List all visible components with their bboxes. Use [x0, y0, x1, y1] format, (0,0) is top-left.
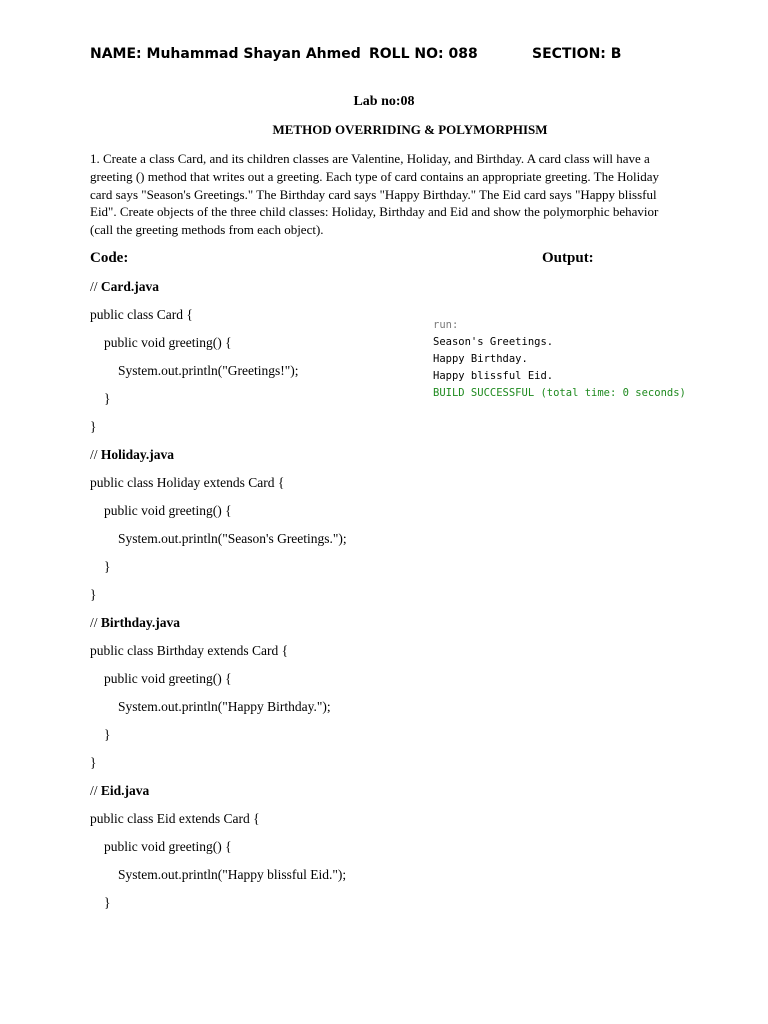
console-line: Happy Birthday.: [433, 353, 528, 365]
code-line: }: [104, 895, 111, 910]
code-line: System.out.println("Greetings!");: [118, 363, 299, 378]
code-line: public class Birthday extends Card {: [90, 643, 289, 658]
console-line-build-status: BUILD SUCCESSFUL (total time: 0 seconds): [433, 387, 686, 399]
file-comment-eid: [90, 783, 149, 799]
lab-number: Lab no:08: [353, 94, 415, 109]
console-line-run: run:: [433, 319, 459, 331]
student-header: [90, 46, 690, 66]
filename-card: Card.java: [100, 279, 160, 294]
filename-birthday: Birthday.java: [100, 615, 181, 630]
code-line: public void greeting() {: [104, 671, 232, 686]
code-line: }: [90, 587, 97, 602]
task-description: 1. Create a class Card, and its children classes are Valentine, Holiday, and Birthday. A card class will have a greeting () method that writes out a greeting. Each type of card contains an appropriate greeting. The Holiday card says "Season's Greetings." The Birthday card says "Happy Birthday." The Eid card says "Happy blissful Eid". Create objects of the three child classes: Holiday, Birthday and Eid and show the polymorphic behavior (call the greeting methods from each object).: [90, 151, 660, 238]
student-name: NAME: Muhammad Shayan Ahmed: [90, 46, 361, 62]
console-output: [433, 317, 686, 402]
code-line: }: [104, 559, 111, 574]
code-line: public void greeting() {: [104, 335, 232, 350]
comment-prefix: //: [90, 615, 101, 630]
filename-holiday: Holiday.java: [100, 447, 175, 462]
filename-eid: Eid.java: [100, 783, 150, 798]
file-comment-card: [90, 279, 159, 295]
output-label: Output:: [542, 250, 594, 266]
code-line: System.out.println("Season's Greetings.");: [118, 531, 347, 546]
code-line: }: [104, 727, 111, 742]
roll-number: ROLL NO: 088: [369, 46, 478, 62]
code-line: System.out.println("Happy Birthday.");: [118, 699, 331, 714]
comment-prefix: //: [90, 783, 101, 798]
file-comment-holiday: [90, 447, 174, 463]
code-line: public class Card {: [90, 307, 193, 322]
code-label: Code:: [90, 250, 129, 266]
console-line: Season's Greetings.: [433, 336, 554, 348]
code-line: }: [90, 419, 97, 434]
code-line: public void greeting() {: [104, 839, 232, 854]
section: SECTION: B: [532, 46, 622, 62]
comment-prefix: //: [90, 447, 101, 462]
code-line: System.out.println("Happy blissful Eid.");: [118, 867, 347, 882]
lab-title: METHOD OVERRIDING & POLYMORPHISM: [272, 122, 548, 137]
code-line: }: [104, 391, 111, 406]
console-line: Happy blissful Eid.: [433, 370, 554, 382]
comment-prefix: //: [90, 279, 101, 294]
code-line: public class Holiday extends Card {: [90, 475, 285, 490]
file-comment-birthday: [90, 615, 180, 631]
code-line: }: [90, 755, 97, 770]
code-line: public void greeting() {: [104, 503, 232, 518]
code-line: public class Eid extends Card {: [90, 811, 260, 826]
